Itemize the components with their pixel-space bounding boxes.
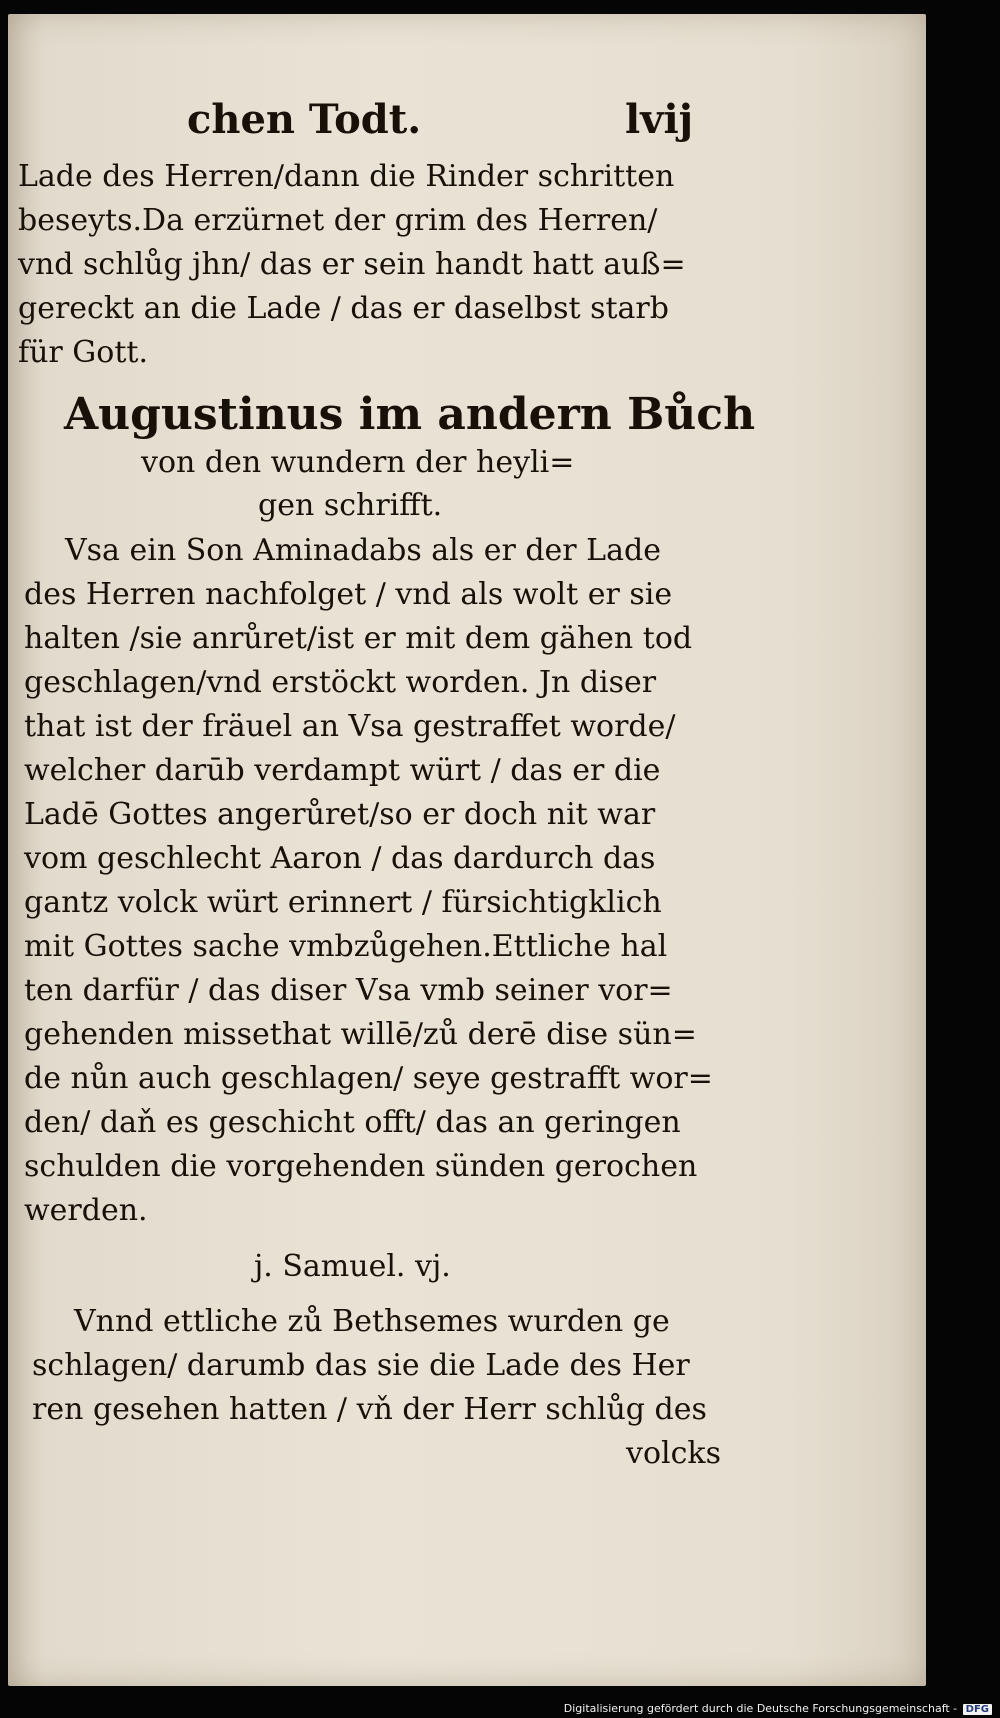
- text-line: vom geschlecht Aaron / das dardurch das: [24, 841, 656, 876]
- catchword: volcks: [626, 1436, 721, 1471]
- bible-reference: j. Samuel. vj.: [254, 1249, 451, 1284]
- text-line: gereckt an die Lade / das er daselbst starb: [18, 291, 669, 326]
- section-subheading: gen schrifft.: [258, 488, 443, 523]
- text-line: Ladē Gottes angerůret/so er doch nit war: [24, 797, 656, 832]
- credit-text: Digitalisierung gefördert durch die Deutsche Forschungsgemeinschaft -: [563, 1702, 958, 1715]
- text-line: Lade des Herren/dann die Rinder schritten: [18, 159, 675, 194]
- text-line: welcher darūb verdampt würt / das er die: [24, 753, 661, 788]
- digitization-credit: [564, 1702, 992, 1715]
- running-head: chen Todt.: [187, 96, 422, 143]
- text-line: ten darfür / das diser Vsa vmb seiner vor=: [24, 973, 673, 1008]
- folio-number: lvij: [625, 96, 694, 143]
- text-line: Vnnd ettliche zů Bethsemes wurden ge: [74, 1304, 670, 1339]
- section-heading: Augustinus im andern Bůch: [64, 389, 756, 440]
- text-line: halten /sie anrůret/ist er mit dem gähen tod: [24, 621, 693, 656]
- text-line: Vsa ein Son Aminadabs als er der Lade: [65, 533, 661, 568]
- text-line: gantz volck würt erinnert / fürsichtigklich: [24, 885, 662, 920]
- dfg-logo: DFG: [963, 1704, 992, 1715]
- text-line: für Gott.: [18, 335, 148, 370]
- text-line: des Herren nachfolget / vnd als wolt er sie: [24, 577, 673, 612]
- text-line: mit Gottes sache vmbzůgehen.Ettliche hal: [24, 929, 668, 964]
- text-line: ren gesehen hatten / vň der Herr schlůg des: [32, 1392, 707, 1427]
- text-line: schlagen/ darumb das sie die Lade des Her: [32, 1348, 690, 1383]
- text-line: gehenden missethat willē/zů derē dise sün=: [24, 1017, 697, 1052]
- text-line: vnd schlůg jhn/ das er sein handt hatt auß=: [18, 247, 686, 282]
- section-subheading: von den wundern der heyli=: [141, 445, 575, 480]
- text-line: den/ daň es geschicht offt/ das an geringen: [24, 1105, 681, 1140]
- text-line: that ist der fräuel an Vsa gestraffet worde/: [24, 709, 676, 744]
- text-line: schulden die vorgehenden sünden gerochen: [24, 1149, 698, 1184]
- text-line: geschlagen/vnd erstöckt worden. Jn diser: [24, 665, 657, 700]
- book-page: [8, 14, 926, 1686]
- text-line: de nůn auch geschlagen/ seye gestrafft wor=: [24, 1061, 713, 1096]
- text-line: beseyts.Da erzürnet der grim des Herren/: [18, 203, 658, 238]
- text-line: werden.: [24, 1193, 148, 1228]
